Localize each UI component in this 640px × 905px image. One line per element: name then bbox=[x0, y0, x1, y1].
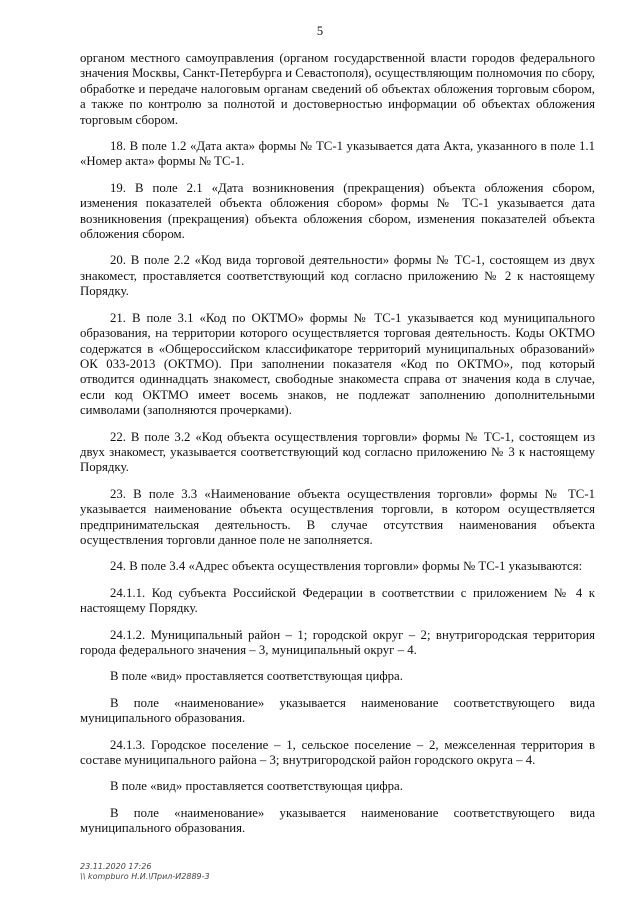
paragraph-23: 23. В поле 3.3 «Наименование объекта осуществления торговли» формы № ТС-1 указывается наименование объекта осуществления торговли, в котором осуществляется предпринимательская деятельность. В случае отсутствия наименования объекта осуществления торговли данное поле не заполняется. bbox=[80, 486, 595, 547]
page-number: 5 bbox=[316, 24, 324, 38]
document-body bbox=[80, 51, 595, 848]
paragraph-24: 24. В поле 3.4 «Адрес объекта осуществления торговли» формы № ТС-1 указываются: bbox=[110, 559, 583, 574]
paragraph-24-1-2: 24.1.2. Муниципальный район – 1; городской округ – 2; внутригородская территория города федерального значения – 3, муниципальный округ – 4. bbox=[80, 627, 595, 657]
paragraph-type-field: В поле «вид» проставляется соответствующая цифра. bbox=[110, 669, 403, 684]
paragraph-21: 21. В поле 3.1 «Код по ОКТМО» формы № ТС-1 указывается код муниципального образования, на территории которого осуществляется торговая деятельность. Коды ОКТМО содержатся в «Общероссийском классификаторе территорий муниципальных образований» ОК 033-2013 (ОКТМО). При заполнении показателя «Код по ОКТМО», под который отводится одиннадцать знакомест, свободные знакоместа справа от значения кода в случае, если код ОКТМО имеет восемь знаков, не подлежат заполнению дополнительными символами (заполняются прочерками). bbox=[80, 310, 595, 418]
paragraph-name-field-2: В поле «наименование» указывается наименование соответствующего вида муниципального образования. bbox=[80, 805, 595, 836]
paragraph-20: 20. В поле 2.2 «Код вида торговой деятельности» формы № ТС-1, состоящем из двух знакомест, проставляется соответствующий код согласно приложению № 2 к настоящему Порядку. bbox=[80, 253, 595, 299]
footer-timestamp: 23.11.2020 17:26 bbox=[80, 862, 152, 871]
paragraph-name-field: В поле «наименование» указывается наименование соответствующего вида муниципального образования. bbox=[80, 695, 595, 726]
paragraph-24-1-3: 24.1.3. Городское поселение – 1, сельское поселение – 2, межселенная территория в составе муниципального района – 3; внутригородской район городского округа – 4. bbox=[80, 737, 595, 768]
paragraph-22: 22. В поле 3.2 «Код объекта осуществления торговли» формы № ТС-1, состоящем из двух знакомест, указывается соответствующий код согласно приложению № 3 к настоящему Порядку. bbox=[80, 429, 595, 475]
paragraph-18: 18. В поле 1.2 «Дата акта» формы № ТС-1 указывается дата Акта, указанного в поле 1.1 «Номер акта» формы № ТС-1. bbox=[80, 139, 595, 169]
paragraph-24-1-1: 24.1.1. Код субъекта Российской Федерации в соответствии с приложением № 4 к настоящему Порядку. bbox=[80, 585, 595, 616]
paragraph-type-field-2: В поле «вид» проставляется соответствующая цифра. bbox=[110, 779, 403, 794]
paragraph-19: 19. В поле 2.1 «Дата возникновения (прекращения) объекта обложения сбором, изменения показателей объекта обложения сбором» формы № ТС-1 указывается дата возникновения (прекращения) объекта обложения сбором, изменения показателей объекта обложения сбором. bbox=[80, 180, 595, 242]
paragraph-continuation: органом местного самоуправления (органом государственной власти городов федерального значения Москвы, Санкт-Петербурга и Севастополя), осуществляющим полномочия по сбору, обработке и передаче налоговым органам сведений об объектах обложения торговым сбором, а также по контролю за полнотой и достоверностью информации об объектах обложения торговым сбором. bbox=[80, 51, 595, 127]
document-footer bbox=[80, 862, 210, 882]
footer-file-path: \\ kompburo Н.И.\Прил-И2889-3 bbox=[80, 872, 210, 881]
